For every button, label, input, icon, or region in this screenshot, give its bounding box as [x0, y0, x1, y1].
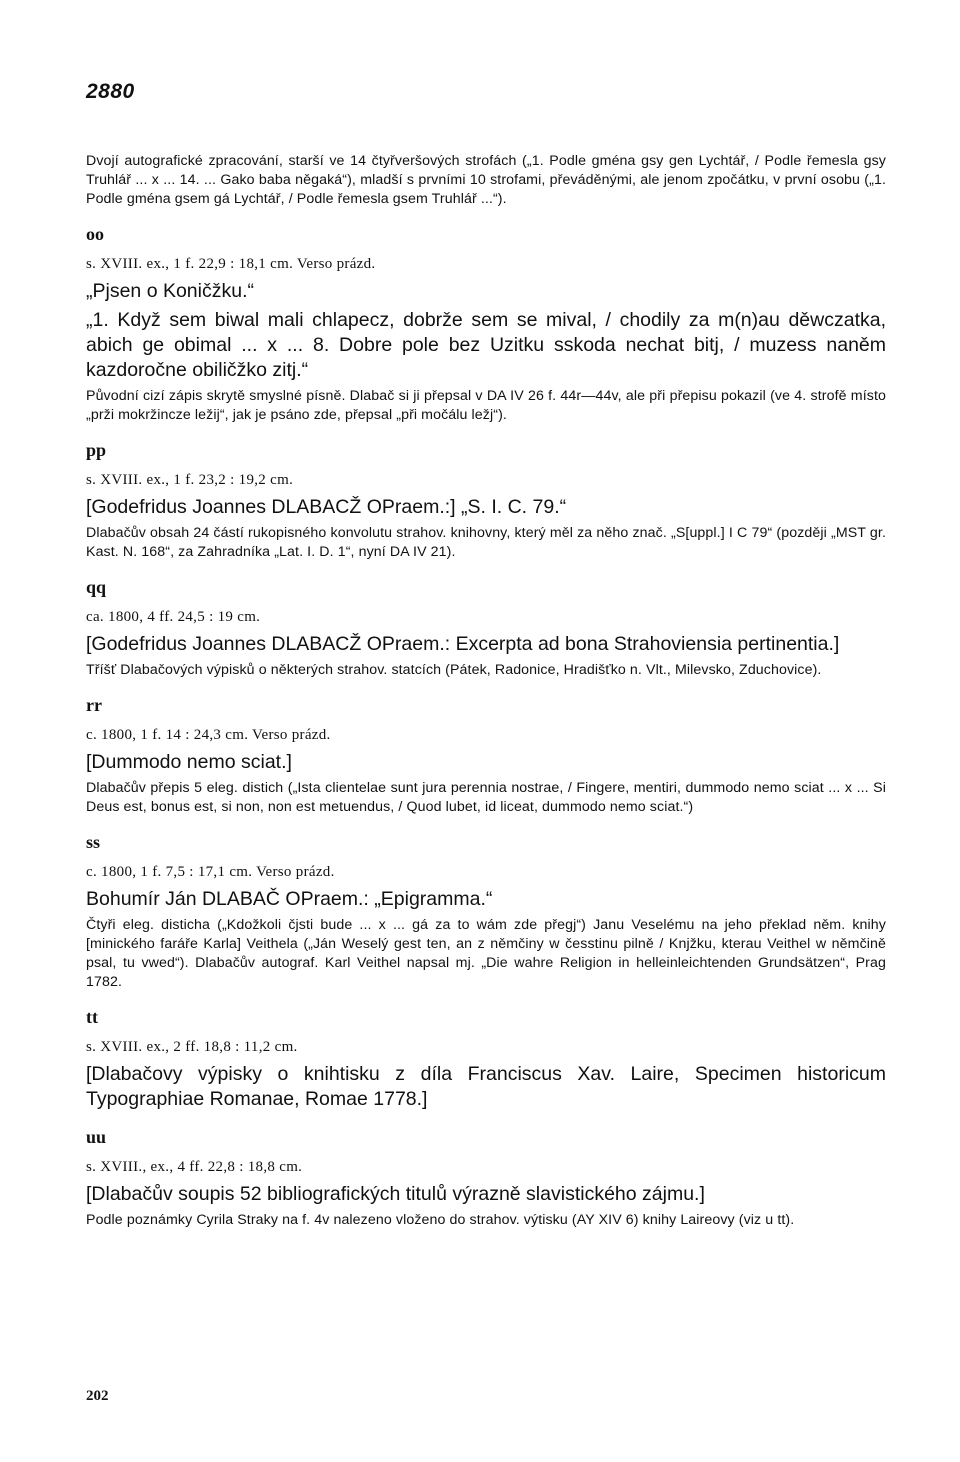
entry-siglum: uu — [86, 1127, 107, 1147]
entry-physical-description: s. XVIII. ex., 1 f. 23,2 : 19,2 cm. — [86, 472, 294, 488]
entry-siglum: qq — [86, 577, 107, 597]
entry-pp — [86, 441, 886, 562]
entry-title: [Dummodo nemo sciat.] — [86, 751, 292, 773]
entry-physical-description: s. XVIII., ex., 4 ff. 22,8 : 18,8 cm. — [86, 1159, 303, 1175]
entry-siglum: oo — [86, 224, 104, 244]
entry-siglum: pp — [86, 440, 107, 460]
entry-siglum: ss — [86, 832, 101, 852]
entry-title: [Godefridus Joannes DLABACŽ OPraem.:] „S. I. C. 79.“ — [86, 496, 567, 518]
page-content — [86, 152, 886, 1230]
intro-paragraph: Dvojí autografické zpracování, starší ve 14 čtyřveršových strofách („1. Podle gména gsy gen Lychtář, / Podle řemesla gsy Truhlář ... x ... 14. ... Gako baba něgaká“), mladší s prvními 10 strofami, převáděnými, ale jenom zpočátku, v první osobu („1. Podle gména gsem gá Lychtář, / Podle řemesla gsem Truhlář ...“). — [86, 153, 886, 207]
entry-title: [Godefridus Joannes DLABACŽ OPraem.: Excerpta ad bona Strahoviensia pertinentia.] — [86, 633, 840, 655]
entry-physical-description: ca. 1800, 4 ff. 24,5 : 19 cm. — [86, 609, 261, 625]
entry-note: Dlabačův obsah 24 částí rukopisného konvolutu strahov. knihovny, který měl za něho znač. „S[uppl.] I C 79“ (později „MST gr. Kast. N. 168“, za Zahradníka „Lat. I. D. 1“, nyní DA IV 21). — [86, 525, 886, 560]
entry-ss — [86, 833, 886, 992]
page-number: 2880 — [86, 80, 135, 103]
entry-quote: „1. Když sem biwal mali chlapecz, dobrže sem se mival, / chodily za m(n)au děwczatka, abich ge obimal ... x ... 8. Dobre pole bez Uzitku sskoda nechat bitj, / muzess naněm kazdoročne obiličžko zitj.“ — [86, 309, 886, 381]
entry-title: Bohumír Ján DLABAČ OPraem.: „Epigramma.“ — [86, 888, 493, 910]
entry-note: Dlabačův přepis 5 eleg. distich („Ista clientelae sunt jura perennia nostrae, / Fingere, mentiri, dummodo nemo sciat ... x ... Si Deus est, bonus est, si non, non est metuendus, / Quod lubet, id liceat, dummodo nemo sciat.“) — [86, 780, 886, 815]
entry-note: Původní cizí zápis skrytě smyslné písně. Dlabač si ji přepsal v DA IV 26 f. 44r—44v, ale při přepisu pokazil (ve 4. strofě místo „prži mokržincze ležij“, jak je psáno zde, přepsal „při močálu ležj“). — [86, 388, 886, 423]
footer-page-number: 202 — [86, 1388, 109, 1404]
entry-tt — [86, 1008, 886, 1112]
entry-note: Tříšť Dlabačových výpisků o některých strahov. statcích (Pátek, Radonice, Hradišťko n. Vlt., Milevsko, Zduchovice). — [86, 662, 822, 678]
entry-siglum: rr — [86, 695, 102, 715]
entry-title: [Dlabačův soupis 52 bibliografických titulů výrazně slavistického zájmu.] — [86, 1183, 705, 1205]
entry-rr — [86, 696, 886, 817]
entry-oo — [86, 225, 886, 425]
entry-physical-description: s. XVIII. ex., 2 ff. 18,8 : 11,2 cm. — [86, 1039, 298, 1055]
entry-note: Podle poznámky Cyrila Straky na f. 4v nalezeno vloženo do strahov. výtisku (AY XIV 6) knihy Laireovy (viz u tt). — [86, 1212, 795, 1228]
entry-siglum: tt — [86, 1007, 98, 1027]
entry-physical-description: c. 1800, 1 f. 7,5 : 17,1 cm. Verso prázd. — [86, 864, 335, 880]
entry-physical-description: s. XVIII. ex., 1 f. 22,9 : 18,1 cm. Verso prázd. — [86, 256, 376, 272]
entry-qq — [86, 578, 886, 680]
entry-title: „Pjsen o Koničžku.“ — [86, 280, 254, 302]
entry-title: [Dlabačovy výpisky o knihtisku z díla Franciscus Xav. Laire, Specimen historicum Typographiae Romanae, Romae 1778.] — [86, 1063, 886, 1110]
entry-physical-description: c. 1800, 1 f. 14 : 24,3 cm. Verso prázd. — [86, 727, 331, 743]
entry-uu — [86, 1128, 886, 1230]
entry-note: Čtyři eleg. disticha („Kdožkoli čjsti bude ... x ... gá za to wám zde přegj“) Janu Veselému na jeho překlad něm. knihy [minického faráře Karla] Veithela („Ján Weselý gest ten, an z němčiny w česstinu pilně / Knjžku, kterau Veithel w němčině psal, tu vwed“). Dlabačův autograf. Karl Veithel napsal mj. „Die wahre Religion in helleinleichtenden Grundsätzen“, Prag 1782. — [86, 917, 886, 990]
